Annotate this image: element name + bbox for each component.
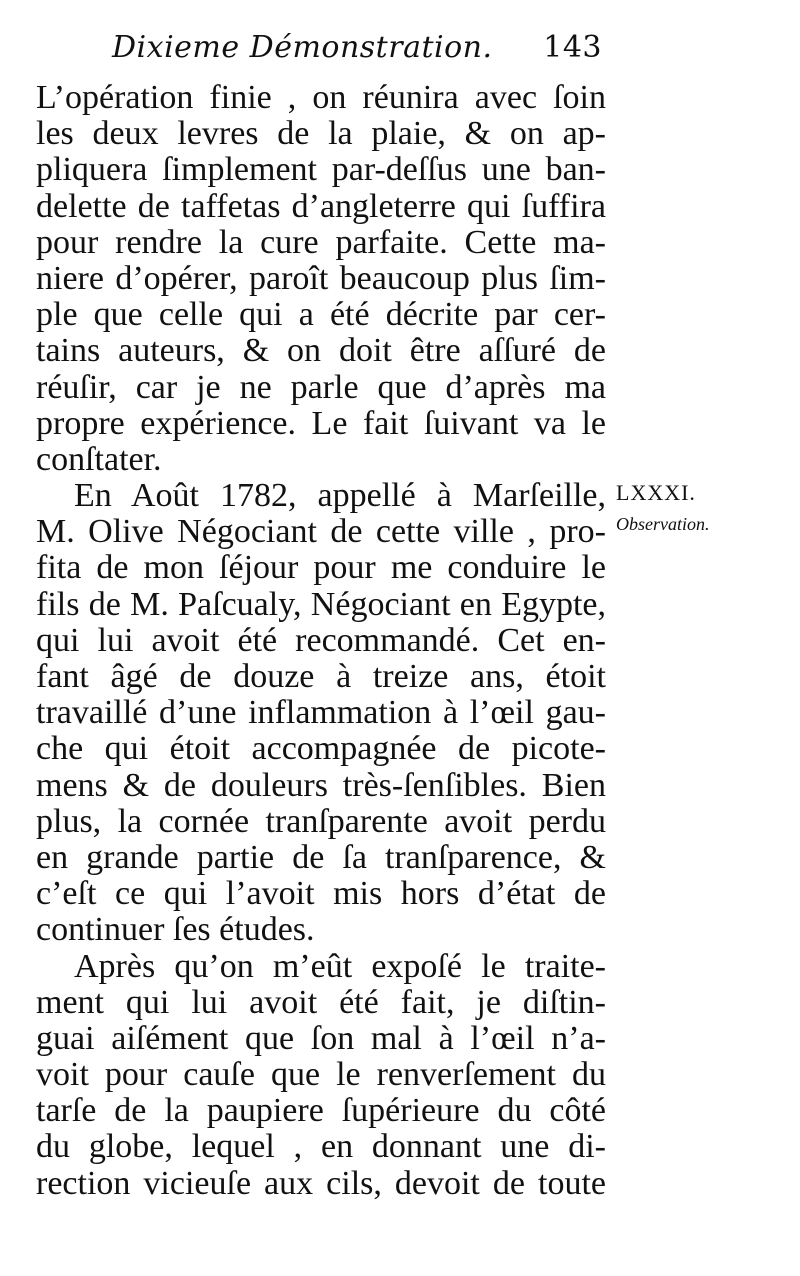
text-line: niere d’opérer, paroît beaucoup plus ſim- [36, 260, 606, 297]
body-text [36, 80, 606, 1202]
paragraph-1 [36, 80, 606, 478]
text-line: ple que celle qui a été décrite par cer- [36, 297, 606, 334]
text-line: plus, la cornée tranſparente avoit perdu [36, 803, 606, 840]
text-line: ment qui lui avoit été fait, je diſtin- [36, 984, 606, 1021]
running-title: Dixieme Démonstration. [112, 30, 493, 65]
text-line: guai aiſément que ſon mal à l’œil n’a- [36, 1020, 606, 1057]
text-line: propre expérience. Le fait ſuivant va le [36, 405, 606, 442]
text-line: conſtater. [36, 441, 162, 478]
text-line: en grande partie de ſa tranſparence, & [36, 839, 606, 876]
observation-number: LXXXI. [616, 480, 696, 505]
observation-label: Observation. [616, 514, 710, 534]
text-line: tarſe de la paupiere ſupérieure du côté [36, 1093, 606, 1130]
text-line: du globe, lequel , en donnant une di- [36, 1129, 606, 1166]
paragraph-3 [36, 949, 606, 1202]
text-line: réuſir, car je ne parle que d’après ma [36, 369, 606, 406]
text-line: M. Olive Négociant de cette ville , pro- [36, 514, 606, 551]
margin-note [616, 480, 796, 535]
text-line: mens & de douleurs très-ſenſibles. Bien [36, 767, 606, 804]
text-line: tains auteurs, & on doit être aſſuré de [36, 333, 606, 370]
text-line: che qui étoit accompagnée de picote- [36, 731, 606, 768]
text-line: Après qu’on m’eût expoſé le traite- [74, 948, 606, 985]
text-line: fita de mon ſéjour pour me conduire le [36, 550, 606, 587]
text-line: pliquera ſimplement par-deſſus une ban- [36, 152, 606, 189]
text-line: continuer ſes études. [36, 912, 315, 949]
text-line: voit pour cauſe que le renverſement du [36, 1057, 606, 1094]
text-line: pour rendre la cure parfaite. Cette ma- [36, 224, 606, 261]
text-line: fant âgé de douze à treize ans, étoit [36, 659, 606, 695]
running-header [112, 30, 602, 65]
page-number: 143 [543, 30, 602, 65]
text-line: fils de M. Paſcualy, Négociant en Egypte, [36, 586, 606, 623]
text-line: rection vicieuſe aux cils, devoit de toute [36, 1165, 606, 1202]
paragraph-2 [36, 478, 606, 948]
text-line: delette de taffetas d’angleterre qui ſuffira [36, 188, 606, 225]
text-line: c’eſt ce qui l’avoit mis hors d’état de [36, 876, 606, 913]
text-line: En Août 1782, appellé à Marſeille, [74, 478, 606, 515]
text-line: qui lui avoit été recommandé. Cet en- [36, 622, 606, 659]
text-line: L’opération finie , on réunira avec ſoin [36, 80, 606, 116]
text-line: travaillé d’une inflammation à l’œil gau- [36, 695, 606, 732]
text-line: les deux levres de la plaie, & on ap- [36, 116, 606, 153]
